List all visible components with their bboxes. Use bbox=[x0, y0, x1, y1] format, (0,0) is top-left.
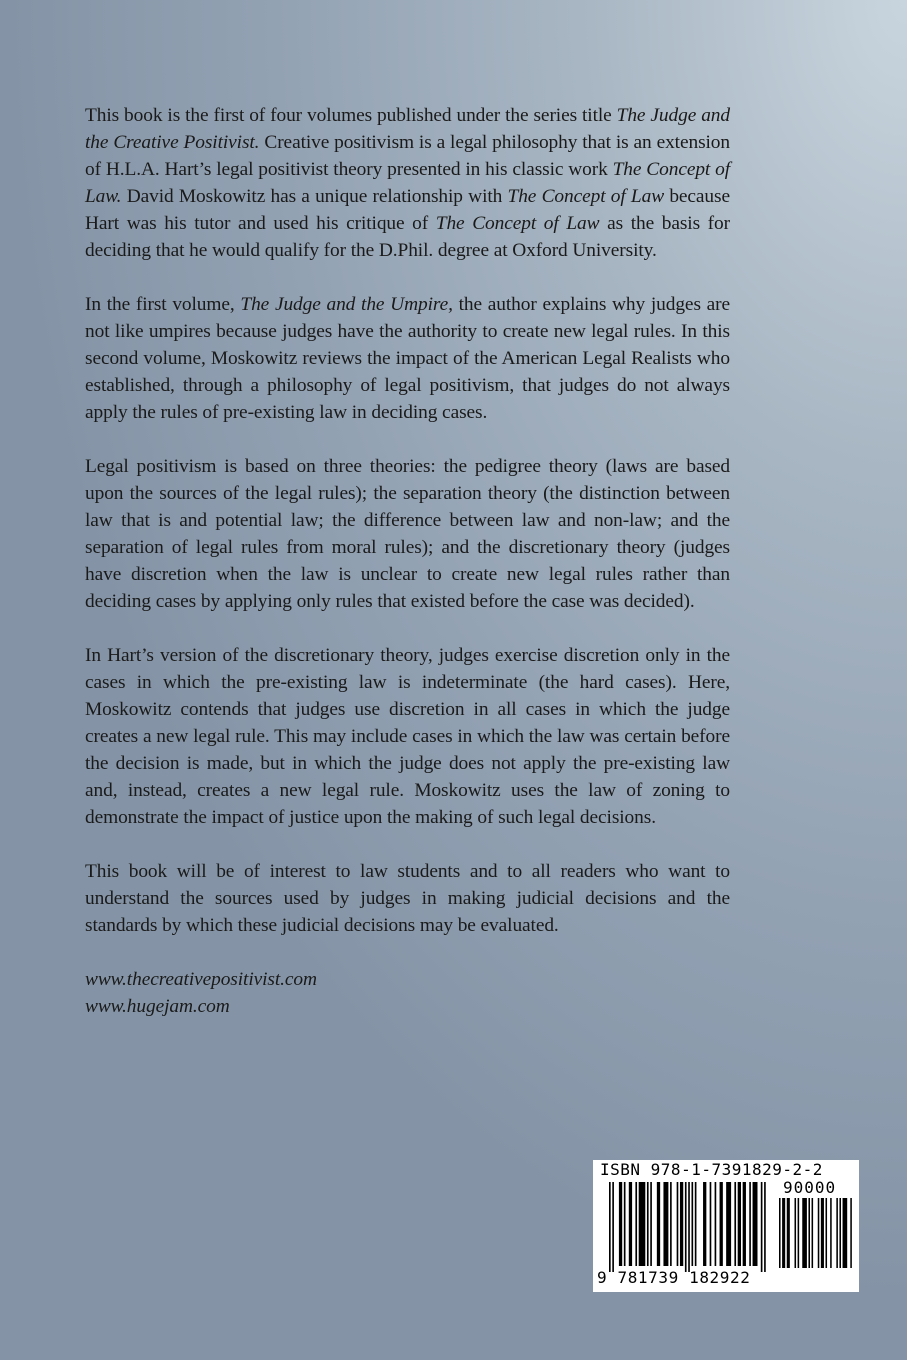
barcode-bar bbox=[812, 1198, 814, 1268]
addon-bars bbox=[779, 1198, 853, 1270]
barcode-bar bbox=[639, 1182, 646, 1266]
price-addon-label: 90000 bbox=[783, 1178, 837, 1197]
book-title-concept-of-law: The Concept of Law. bbox=[85, 159, 730, 207]
ean13-bars bbox=[609, 1182, 775, 1274]
barcode-bar bbox=[808, 1198, 810, 1268]
barcode-bar bbox=[677, 1182, 679, 1266]
barcode-bar bbox=[850, 1198, 852, 1268]
blurb-paragraph-2: In the first volume, The Judge and the Umpire, the author explains why judges are not like umpires because judges have the authority to create new legal rules. In this second volume, Moskowitz reviews the impact of the American Legal Realists who established, through a philosophy of legal positivism, that judges do not always apply the rules of pre-existing law in deciding cases. bbox=[85, 294, 731, 423]
barcode-bar bbox=[782, 1198, 785, 1268]
barcode-bar bbox=[753, 1182, 758, 1266]
barcode-bar bbox=[657, 1182, 660, 1266]
barcode-bar bbox=[734, 1182, 736, 1266]
barcode-bar bbox=[695, 1182, 697, 1266]
barcode-bar bbox=[663, 1182, 668, 1266]
barcode-bar bbox=[720, 1182, 723, 1266]
book-title-concept-of-law: The Concept of Law bbox=[435, 213, 600, 234]
barcode-bar bbox=[798, 1198, 800, 1268]
barcode-bar bbox=[836, 1198, 838, 1268]
barcode-bar bbox=[670, 1182, 672, 1266]
barcode-bar bbox=[688, 1182, 690, 1272]
barcode-bar bbox=[830, 1198, 832, 1268]
barcode-bar bbox=[710, 1182, 712, 1266]
barcode-bar bbox=[795, 1198, 797, 1268]
barcode-bar bbox=[635, 1182, 637, 1266]
website-link-creative-positivist[interactable]: www.thecreativepositivist.com bbox=[85, 969, 317, 990]
blurb-paragraph-1: This book is the first of four volumes published under the series title The Judge and the Creative Positivist. Creative positivism is a legal philosophy that is an extension of H.L.A. Hart’s legal positivist theory presented in his classic work The Concept of Law. David Moskowitz has a unique relationship with The Concept of Law because Hart was his tutor and used his critique of The Concept of Law as the basis for deciding that he would qualify for the D.Phil. degree at Oxford University. bbox=[85, 105, 730, 261]
blurb-paragraph-3: Legal positivism is based on three theories: the pedigree theory (laws are based upon the sources of the legal rules); the separation theory (the distinction between law that is and potential law; the difference between law and non-law; and the separation of legal rules from moral rules); and the discretionary theory (judges have discretion when the law is unclear to create new legal rules rather than deciding cases by applying only rules that existed before the case was decided). bbox=[85, 456, 730, 612]
barcode-bar bbox=[839, 1198, 841, 1268]
series-title: The Judge and the Creative Positivist. bbox=[85, 105, 730, 153]
barcode-bar bbox=[738, 1182, 741, 1266]
barcode-bar bbox=[843, 1198, 848, 1268]
barcode-bar bbox=[680, 1182, 683, 1266]
blurb-paragraph-4: In Hart’s version of the discretionary theory, judges exercise discretion only in the cases in which the pre-existing law is indeterminate (the hard cases). Here, Moskowitz contends that judges use discretion in all cases in which the judge creates a new legal rule. This may include cases in which the law was certain before the decision is made, but in which the judge does not apply the pre-existing law and, instead, creates a new legal rule. Moskowitz uses the law of zoning to demonstrate the impact of justice upon the making of such legal decisions. bbox=[85, 645, 730, 828]
book-title-concept-of-law: The Concept of Law bbox=[507, 186, 665, 207]
isbn-label: ISBN 978-1-7391829-2-2 bbox=[600, 1160, 823, 1179]
barcode-bar bbox=[650, 1182, 652, 1266]
website-link-hugejam[interactable]: www.hugejam.com bbox=[85, 996, 230, 1017]
isbn-barcode bbox=[593, 1160, 859, 1292]
blurb-paragraph-5: This book will be of interest to law students and to all readers who want to understand the sources used by judges in making judicial decisions and the standards by which these judicial decisions may be evaluated. bbox=[85, 861, 730, 936]
barcode-bar bbox=[743, 1182, 746, 1266]
barcode-bar bbox=[685, 1182, 687, 1272]
barcode-bar bbox=[749, 1182, 751, 1266]
barcode-bar bbox=[692, 1182, 694, 1266]
barcode-bar bbox=[612, 1182, 614, 1272]
barcode-bar bbox=[619, 1182, 622, 1266]
barcode-bar bbox=[818, 1198, 820, 1268]
back-cover-blurb bbox=[85, 102, 730, 1020]
barcode-bar bbox=[761, 1182, 763, 1272]
ean-digits: 9 781739 182922 bbox=[597, 1268, 751, 1287]
barcode-bar bbox=[779, 1198, 781, 1268]
barcode-bar bbox=[647, 1182, 649, 1266]
barcode-bar bbox=[715, 1182, 717, 1266]
barcode-bar bbox=[787, 1198, 790, 1268]
barcode-bar bbox=[821, 1198, 824, 1268]
website-links bbox=[85, 966, 730, 1020]
barcode-bar bbox=[703, 1182, 706, 1266]
barcode-bar bbox=[624, 1182, 626, 1266]
barcode-bar bbox=[826, 1198, 828, 1268]
barcode-bar bbox=[726, 1182, 731, 1266]
barcode-bar bbox=[629, 1182, 632, 1266]
volume-one-title: The Judge and the Umpire, bbox=[240, 294, 453, 315]
barcode-bar bbox=[764, 1182, 766, 1272]
barcode-bar bbox=[609, 1182, 611, 1272]
barcode-bar bbox=[802, 1198, 807, 1268]
